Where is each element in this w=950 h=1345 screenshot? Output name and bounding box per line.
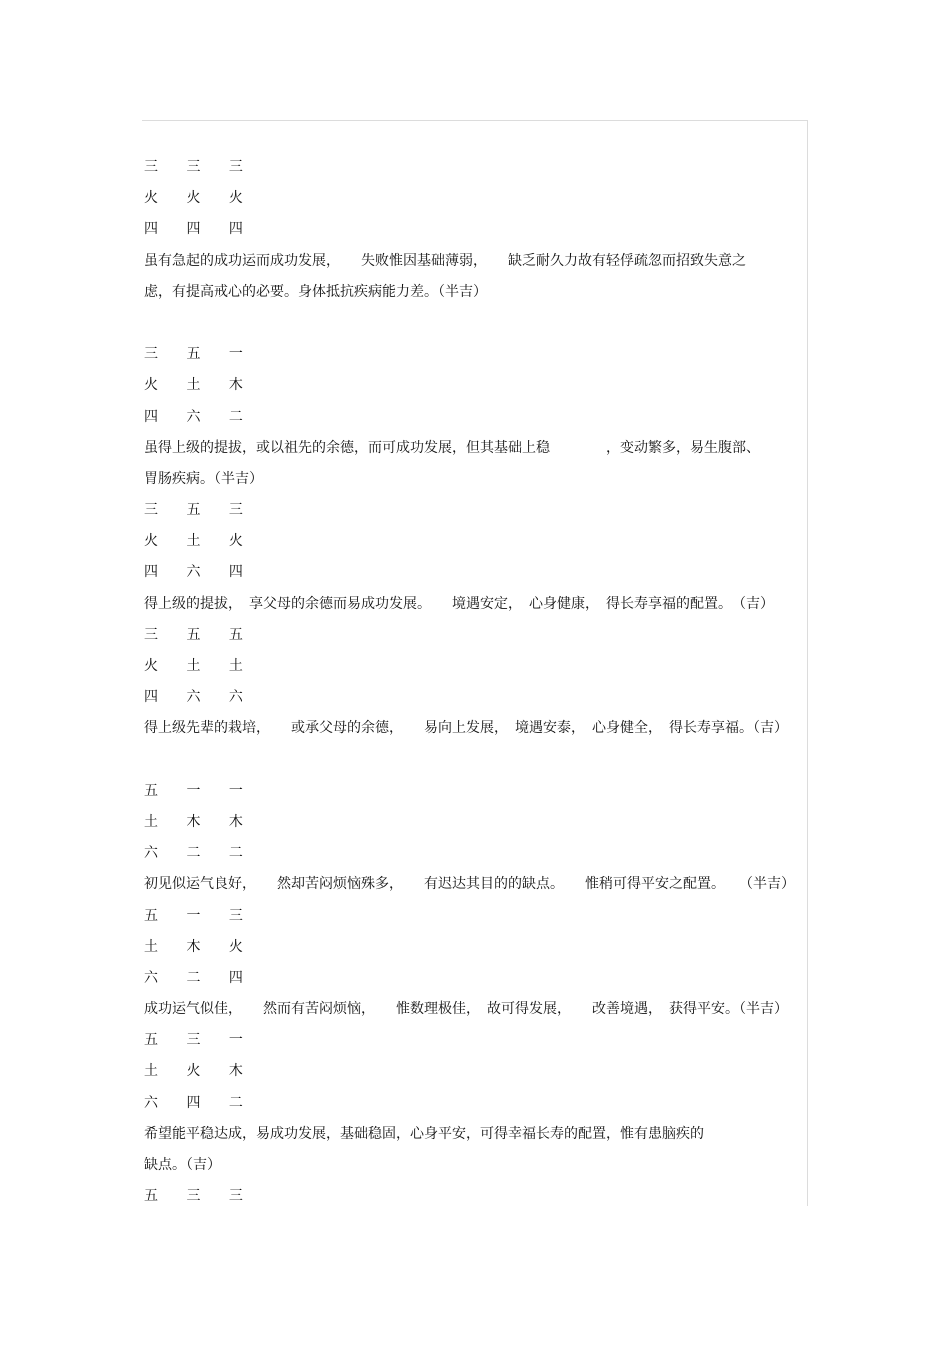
description-line: 希望能平稳达成，易成功发展，基础稳固，心身平安，可得幸福长寿的配置，惟有患脑疾的 — [144, 1125, 704, 1142]
element-row: 土 木 木 — [144, 813, 255, 830]
number-row: 四 六 四 — [144, 564, 255, 581]
number-row: 三 五 五 — [144, 626, 255, 643]
number-row: 三 五 一 — [144, 346, 255, 363]
number-row: 六 二 四 — [144, 969, 255, 986]
description-line: 虽得上级的提拔，或以祖先的余德，而可成功发展，但其基础上稳 ，变动繁多，易生腹部、 — [144, 439, 760, 456]
element-row: 火 土 火 — [144, 533, 255, 550]
number-row: 四 六 二 — [144, 408, 255, 425]
number-row: 六 四 二 — [144, 1094, 255, 1111]
number-row: 三 五 三 — [144, 502, 255, 519]
document-body — [144, 152, 808, 1212]
element-row: 土 木 火 — [144, 938, 255, 955]
description-line: 虽有急起的成功运而成功发展， 失败惟因基础薄弱， 缺乏耐久力故有轻俘疏忽而招致失意之 — [144, 252, 746, 269]
number-row: 五 一 一 — [144, 782, 255, 799]
number-row: 五 一 三 — [144, 907, 255, 924]
description-line: 得上级先辈的栽培， 或承父母的余德， 易向上发展， 境遇安泰， 心身健全， 得长寿享福。（吉） — [144, 720, 788, 737]
number-row: 六 二 二 — [144, 845, 255, 862]
element-row: 火 火 火 — [144, 190, 255, 207]
description-line: 成功运气似佳， 然而有苦闷烦恼， 惟数理极佳， 故可得发展， 改善境遇， 获得平安。（半吉） — [144, 1001, 788, 1018]
number-row: 三 三 三 — [144, 159, 255, 175]
spacer — [144, 308, 808, 339]
element-row: 火 土 土 — [144, 658, 255, 674]
number-row: 四 六 六 — [144, 689, 255, 706]
spacer — [144, 745, 808, 776]
element-row: 土 火 木 — [144, 1063, 255, 1080]
number-row: 五 三 三 — [144, 1188, 255, 1205]
description-line: 虑，有提高戒心的必要。身体抵抗疾病能力差。（半吉） — [144, 283, 487, 300]
description-line: 缺点。（吉） — [144, 1157, 221, 1173]
description-line: 胃肠疾病。（半吉） — [144, 470, 263, 487]
number-row: 四 四 四 — [144, 221, 255, 238]
description-line: 得上级的提拔， 享父母的余德而易成功发展。 境遇安定， 心身健康， 得长寿享福的配置。 （吉） — [144, 595, 774, 612]
number-row: 五 三 一 — [144, 1032, 255, 1049]
element-row: 火 土 木 — [144, 377, 255, 394]
description-line: 初见似运气良好， 然却苦闷烦恼殊多， 有迟达其目的的缺点。 惟稍可得平安之配置。 （半吉） — [144, 876, 795, 893]
